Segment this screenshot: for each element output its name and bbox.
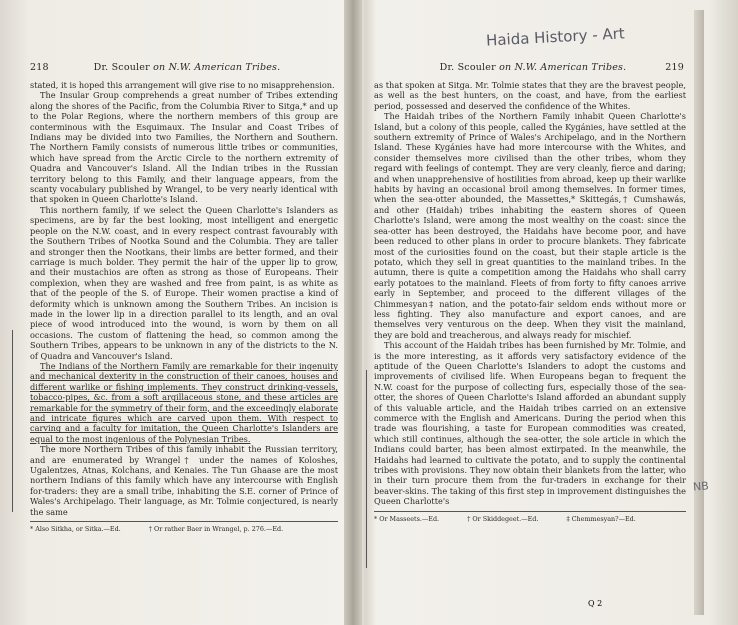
left-page-text: [30, 80, 338, 533]
paragraph: This northern family, if we select the Queen Charlotte's Islanders as specimens, are by far the best looking, most intelligent and energetic people on the N.W. coast, and in every respect contrast favourably with the Southern Tribes of Nootka Sound and the Columbia. They are taller and stronger then the Nootkans, their limbs are better formed, and their carriage is much bolder. They permit the hair of the upper lip to grow, and their mustachios are often as strong as those of Europeans. Their complexion, when they are washed and free from paint, is as white as that of the people of the S. of Europe. Their women practise a kind of deformity which is unknown among the Southern Tribes. An incision is made in the lower lip in a direction parallel to its length, and an oval piece of wood introduced into the wound, is worn by them on all occasions. The custom of flattening the head, so common among the Southern Tribes, appears to be unknown in any of the districts to the N. of Quadra and Vancouver's Island.: [30, 204, 338, 361]
paragraph: stated, it is hoped this arrangement will give rise to no misapprehension.: [30, 80, 335, 90]
footnotes: [374, 515, 686, 523]
right-page-text: [374, 80, 686, 523]
left-running-header: [30, 62, 344, 76]
handwritten-annotation: Haida History - Art: [485, 24, 626, 50]
right-running-header: [374, 62, 692, 76]
footnote: ‡ Chemmesyan?—Ed.: [566, 514, 636, 523]
book-gutter: [344, 0, 362, 625]
margin-marking: [366, 370, 367, 568]
margin-marking: [12, 330, 13, 512]
signature-mark: Q 2: [588, 599, 603, 608]
paragraph: The more Northern Tribes of this family inhabit the Russian territory, and are enumerated by Wrangel† under the names of Koloshes, Ugalentzes, Atnas, Kolchans, and Kenaies. The Tun Ghaase are the most northern Indians of this family which have any intercourse with English for-traders: they are a small tribe, inhabiting the S.E. corner of Prince of Wales's Archipelago. Their language, as Mr. Tolmie conjectured, is nearly the same: [30, 444, 338, 517]
running-title: Dr. Scouler on N.W. American Tribes.: [439, 62, 627, 73]
paragraph: The Haidah tribes of the Northern Family inhabit Queen Charlotte's Island, but a colony of this people, called the Kygánies, have settled at the southern extremity of Prince of Wales's Archipelago, and in the Northern Island. These Kygánies have had more intercourse with the Whites, and consider themselves more civilised than the other tribes, whom they regard with feelings of contempt. They are very cleanly, fierce and daring; and when unapprehensive of hostilities from abroad, keep up their warlike habits by having an occasional broil among themselves. In former times, when the sea-otter abounded, the Massettes,* Skittegás,† Cumshawás, and other (Haidah) tribes inhabiting the eastern shores of Queen Charlotte's Island, were among the most wealthy on the coast: since the sea-otter has been destroyed, the Haidahs have become poor, and have been reduced to other plans in order to procure blankets. They fabricate most of the curiosities found on the coast, but their staple article is the potato, which they sell in great quantities to the mainland tribes. In the autumn, there is quite a competition among the Haidahs who shall carry early potatoes to the mainland. Fleets of from forty to fifty canoes arrive early in September, and proceed to the different villages of the Chimmesyan‡ nation, and the potato-fair seldom ends without more or less fighting. They also manufacture and export canoes, and are themselves very venturous on the deep. When they visit the mainland, they are bold and treacherous, and always ready for mischief.: [374, 111, 686, 340]
paragraph: The Insular Group comprehends a great number of Tribes extending along the shores of the Pacific, from the Columbia River to Sitga,* and up to the Polar Regions, where the northern members of this group are conterminous with the Esquimaux. The Insular and Coast Tribes of Indians may be divided into two Families, the Northern and Southern. The Northern Family consists of numerous little tribes or communities, which have spread from the Arctic Circle to the northern extremity of Quadra and Vancouver's Island. All the Indian tribes in the Russian territory belong to this Family, and their language appears, from the scanty vocabulary published by Wrangel, to be very nearly identical with that spoken in Queen Charlotte's Island.: [30, 90, 338, 205]
right-page: [362, 0, 692, 625]
page-number: 219: [665, 62, 684, 73]
running-title: Dr. Scouler on N.W. American Tribes.: [93, 62, 281, 73]
paragraph: This account of the Haidah tribes has been furnished by Mr. Tolmie, and is the more interesting, as it affords very satisfactory evidence of the aptitude of the Queen Charlotte's Islanders to adopt the customs and improvements of civilised life. When Europeans began to frequent the N.W. coast for the purpose of collecting furs, especially those of the sea-otter, the shores of Queen Charlotte's Island afforded an abundant supply of this valuable article, and the Haidah tribes carried on an extensive commerce with the English and Americans. During the period when this trade was flourishing, a taste for European commodities was created, which still continues, although the sea-otter, the sole article in which the Indians could barter, has been almost extirpated. In the meanwhile, the Haidahs had learned to cultivate the potato, and to supply the continental tribes with provisions. They now obtain their blankets from the latter, who in their turn procure them from the fur-traders in exchange for their beaver-skins. The taking of this first step in improvement distinguishes the Queen Charlotte's: [374, 340, 686, 507]
footnotes: [30, 525, 338, 533]
page-edge: [694, 10, 704, 615]
page-number: 218: [30, 62, 49, 73]
paragraph: as that spoken at Sitga. Mr. Tolmie states that they are the bravest people, as well as the best hunters, on the coast, and have, from the earliest period, possessed and deserved the confidence of the Whites.: [374, 80, 686, 111]
footnote: † Or rather Baer in Wrangel, p. 276.—Ed.: [148, 525, 284, 534]
footnote: * Or Masseets.—Ed.: [374, 514, 440, 523]
underlined-paragraph: The Indians of the Northern Family are remarkable for their ingenuity and mechanical dexterity in the construction of their canoes, houses and different warlike or fishing implements. They construct drinking-vessels, tobacco-pipes, &c. from a soft argillaceous stone, and these articles are remarkable for the symmetry of their form, and the exceedingly elaborate and intricate figures which are carved upon them. With respect to carving and a faculty for imitation, the Queen Charlotte's Islanders are equal to the most ingenious of the Polynesian Tribes.: [30, 360, 338, 444]
footnote: † Or Skiddegeet.—Ed.: [467, 514, 539, 523]
footnote: * Also Sitkha, or Sitka.—Ed.: [30, 525, 121, 534]
footnote-rule: [374, 511, 686, 512]
margin-annotation: NB: [692, 479, 710, 494]
left-page: [18, 0, 344, 625]
footnote-rule: [30, 521, 338, 522]
